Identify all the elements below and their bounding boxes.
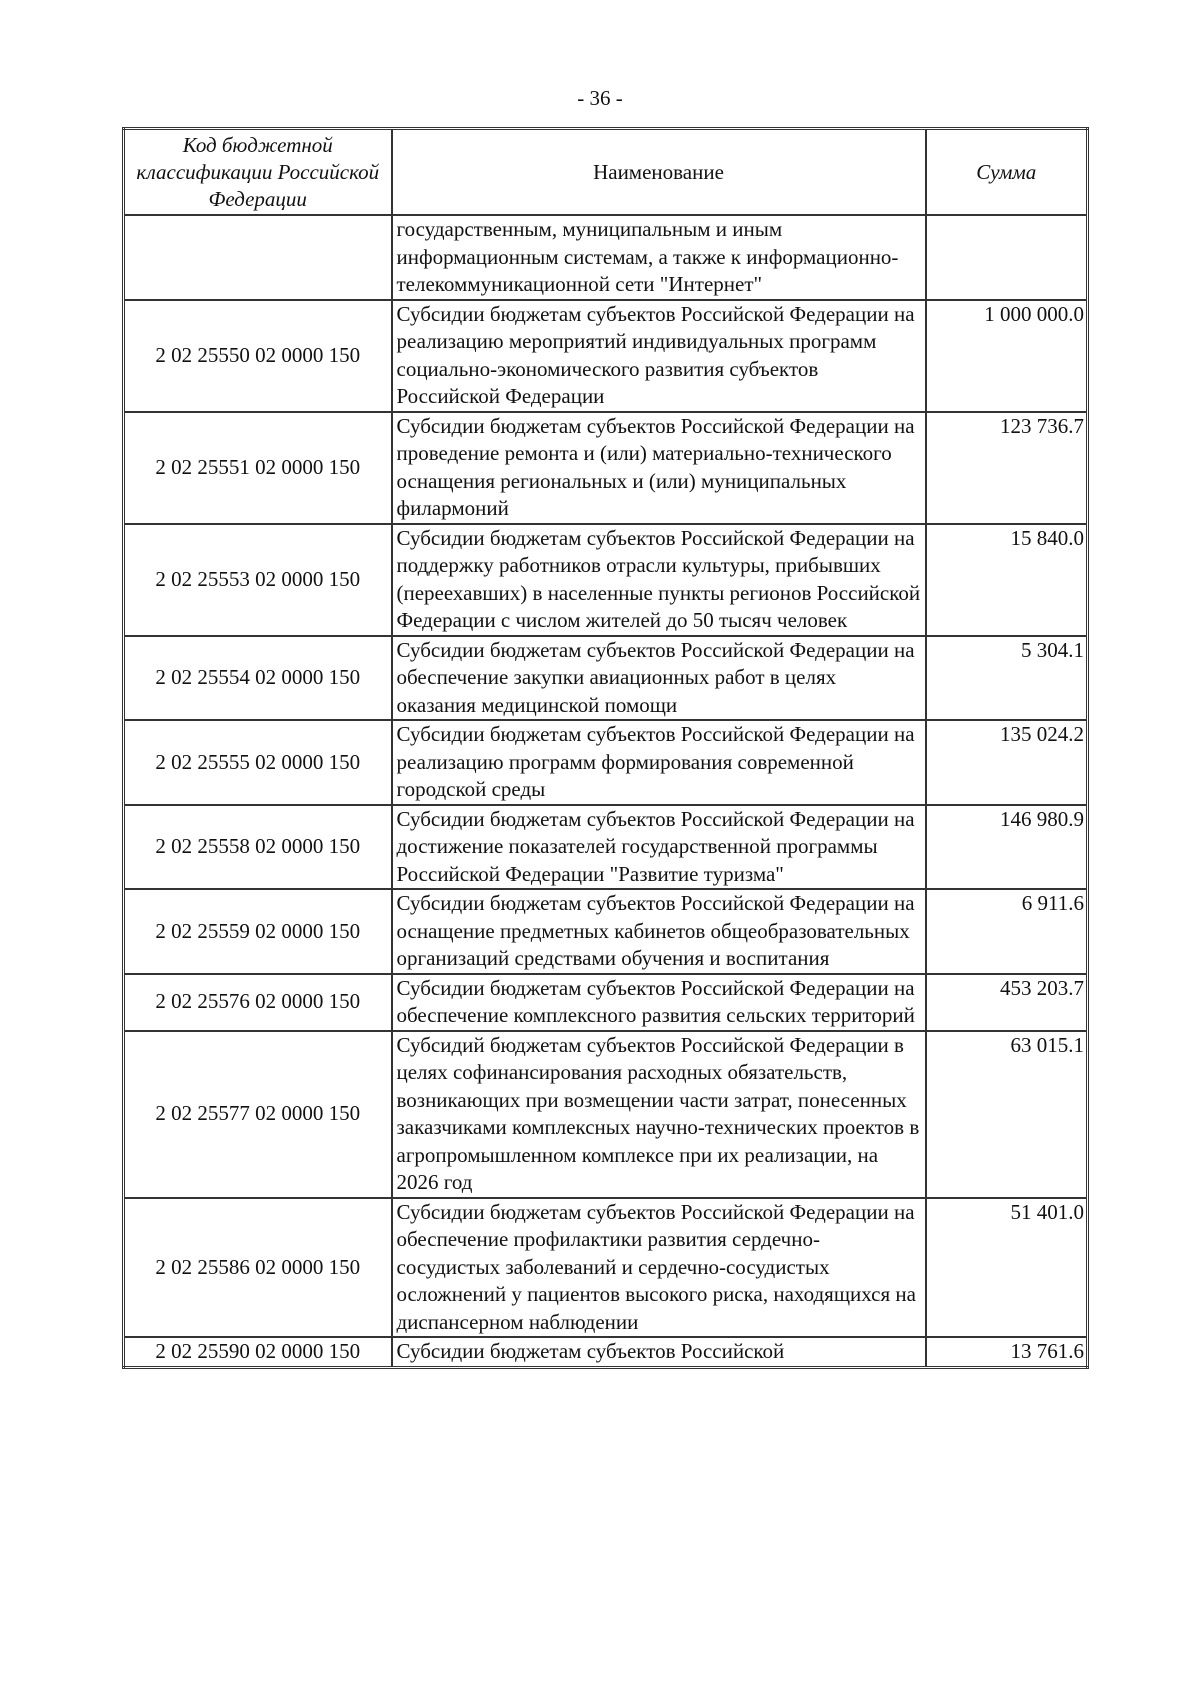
row-name: Субсидии бюджетам субъектов Российской Федерации на реализацию мероприятий индивидуальных программ социально-экономического развития субъектов Российской Федерации	[392, 300, 926, 412]
row-sum: 146 980.9	[926, 805, 1088, 890]
row-sum: 15 840.0	[926, 524, 1088, 636]
row-code: 2 02 25554 02 0000 150	[124, 636, 392, 721]
row-sum: 63 015.1	[926, 1031, 1088, 1198]
row-sum: 123 736.7	[926, 412, 1088, 524]
row-sum: 51 401.0	[926, 1198, 1088, 1338]
row-name: Субсидии бюджетам субъектов Российской Федерации на обеспечение профилактики развития сердечно-сосудистых заболеваний и сердечно-сосудистых осложнений у пациентов высокого риска, находящихся на диспансерном наблюдении	[392, 1198, 926, 1338]
row-code: 2 02 25576 02 0000 150	[124, 974, 392, 1031]
table-row	[124, 805, 1088, 890]
row-name: Субсидии бюджетам субъектов Российской	[392, 1337, 926, 1367]
row-code: 2 02 25553 02 0000 150	[124, 524, 392, 636]
table-row	[124, 636, 1088, 721]
table-row	[124, 974, 1088, 1031]
row-name: Субсидии бюджетам субъектов Российской Федерации на проведение ремонта и (или) материально-технического оснащения региональных и (или) муниципальных филармоний	[392, 412, 926, 524]
header-code: Код бюджетной классификации Российской Федерации	[124, 129, 392, 216]
table-row	[124, 1198, 1088, 1338]
row-name: Субсидии бюджетам субъектов Российской Федерации на реализацию программ формирования современной городской среды	[392, 720, 926, 805]
table-row	[124, 889, 1088, 974]
table-row	[124, 720, 1088, 805]
table-row	[124, 215, 1088, 300]
row-sum: 13 761.6	[926, 1337, 1088, 1367]
row-sum: 453 203.7	[926, 974, 1088, 1031]
row-code	[124, 215, 392, 300]
row-sum: 6 911.6	[926, 889, 1088, 974]
row-name: государственным, муниципальным и иным информационным системам, а также к информационно-телекоммуникационной сети "Интернет"	[392, 215, 926, 300]
row-code: 2 02 25590 02 0000 150	[124, 1337, 392, 1367]
row-code: 2 02 25551 02 0000 150	[124, 412, 392, 524]
header-row	[124, 129, 1088, 216]
table-body	[124, 215, 1088, 1367]
row-name: Субсидии бюджетам субъектов Российской Федерации на поддержку работников отрасли культуры, прибывших (переехавших) в населенные пункты регионов Российской Федерации с числом жителей до 50 тысяч человек	[392, 524, 926, 636]
row-name: Субсидии бюджетам субъектов Российской Федерации на обеспечение комплексного развития сельских территорий	[392, 974, 926, 1031]
row-sum: 135 024.2	[926, 720, 1088, 805]
row-name: Субсидии бюджетам субъектов Российской Федерации на обеспечение закупки авиационных работ в целях оказания медицинской помощи	[392, 636, 926, 721]
row-code: 2 02 25586 02 0000 150	[124, 1198, 392, 1338]
row-code: 2 02 25555 02 0000 150	[124, 720, 392, 805]
row-sum: 1 000 000.0	[926, 300, 1088, 412]
row-name: Субсидий бюджетам субъектов Российской Федерации в целях софинансирования расходных обязательств, возникающих при возмещении части затрат, понесенных заказчиками комплексных научно-технических проектов в агропромышленном комплексе при их реализации, на 2026 год	[392, 1031, 926, 1198]
row-code: 2 02 25559 02 0000 150	[124, 889, 392, 974]
row-code: 2 02 25558 02 0000 150	[124, 805, 392, 890]
row-code: 2 02 25577 02 0000 150	[124, 1031, 392, 1198]
row-code: 2 02 25550 02 0000 150	[124, 300, 392, 412]
row-sum: 5 304.1	[926, 636, 1088, 721]
table-row	[124, 524, 1088, 636]
table-row	[124, 1337, 1088, 1367]
table-row	[124, 1031, 1088, 1198]
page-number: - 36 -	[577, 86, 623, 110]
budget-table	[122, 127, 1089, 1369]
row-name: Субсидии бюджетам субъектов Российской Федерации на оснащение предметных кабинетов общеобразовательных организаций средствами обучения и воспитания	[392, 889, 926, 974]
table-row	[124, 412, 1088, 524]
table-header	[124, 129, 1088, 216]
header-name: Наименование	[392, 129, 926, 216]
table-row	[124, 300, 1088, 412]
row-name: Субсидии бюджетам субъектов Российской Федерации на достижение показателей государственной программы Российской Федерации "Развитие туризма"	[392, 805, 926, 890]
header-sum: Сумма	[926, 129, 1088, 216]
row-sum	[926, 215, 1088, 300]
